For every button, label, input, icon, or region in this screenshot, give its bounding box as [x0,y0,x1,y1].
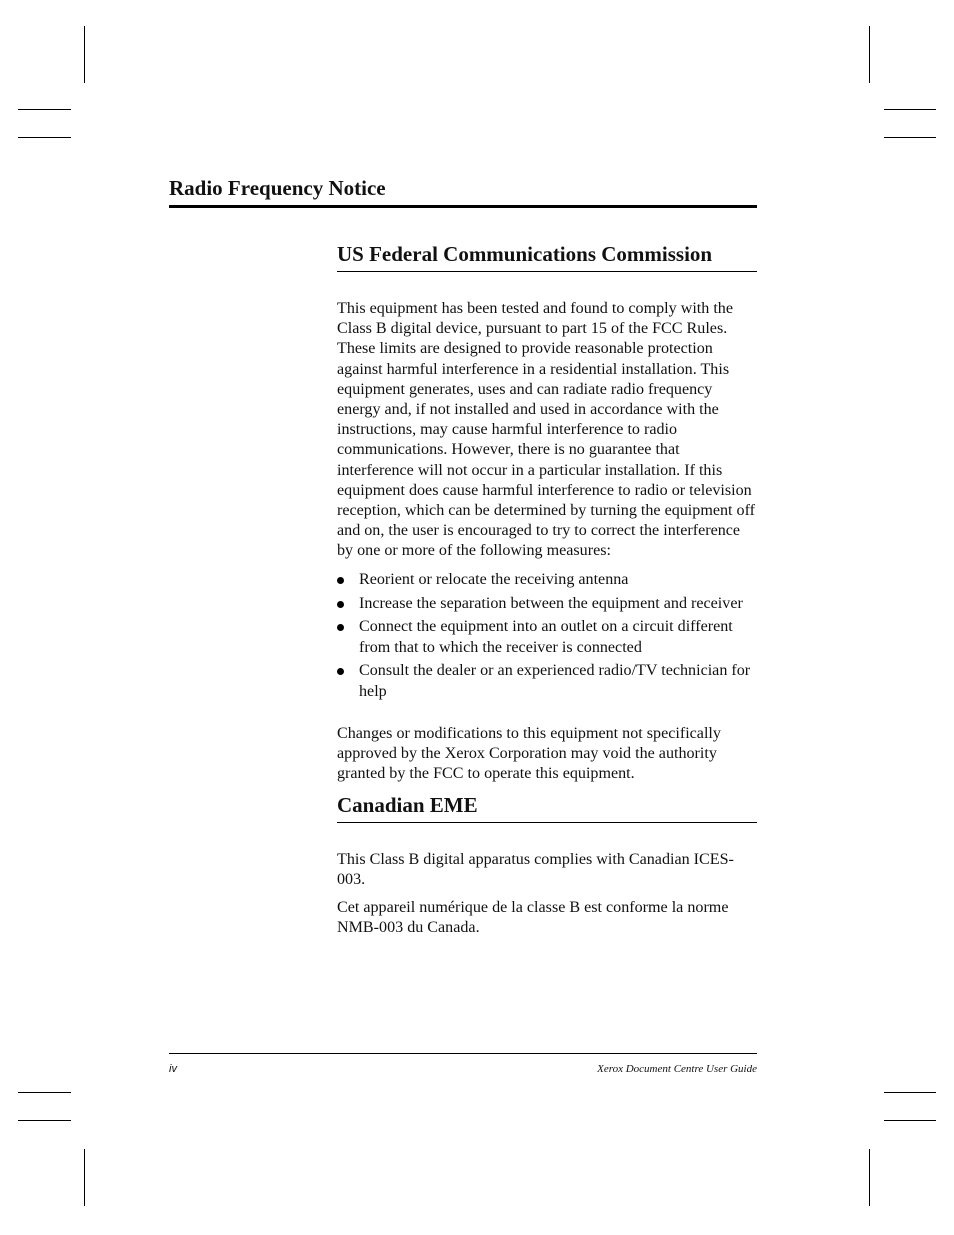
section-heading-fcc: US Federal Communications Commission [337,242,713,266]
list-item [337,617,757,657]
crop-mark [18,109,71,110]
list-item-text: Connect the equipment into an outlet on a circuit different from that to which the receiver is connected [359,618,733,656]
crop-mark [884,137,936,138]
crop-mark [869,26,870,83]
canadian-paragraph-fr: Cet appareil numérique de la classe B est conforme la norme NMB-003 du Canada. [337,899,729,937]
crop-mark [84,1149,85,1206]
crop-mark [884,1092,936,1093]
fcc-measures-list [337,570,757,705]
crop-mark [84,26,85,83]
bullet-icon [337,668,344,675]
bullet-icon [337,624,344,631]
list-item-text: Consult the dealer or an experienced radio/TV technician for help [359,662,751,700]
canadian-paragraph-en: This Class B digital apparatus complies with Canadian ICES-003. [337,851,734,889]
section-rule [337,822,757,823]
list-item [337,570,757,590]
crop-mark [18,1092,71,1093]
crop-mark [884,109,936,110]
crop-mark [18,137,71,138]
page-title: Radio Frequency Notice [169,176,386,200]
running-footer-title: Xerox Document Centre User Guide [597,1063,757,1075]
crop-mark [884,1120,936,1121]
bullet-icon [337,577,344,584]
list-item [337,594,757,614]
fcc-intro-paragraph: This equipment has been tested and found to comply with the Class B digital device, pursuant to part 15 of the FCC Rules. These limits are designed to provide reasonable protection against harmful interference in a residential installation. This equipment generates, uses and can radiate radio frequency energy and, if not installed and used in accordance with the instructions, may cause harmful interference to radio communications. However, there is no guarantee that interference will not occur in a particular installation. If this equipment does cause harmful interference to radio or television reception, which can be determined by turning the equipment off and on, the user is encouraged to try to correct the interference by one or more of the following measures: [337,300,756,560]
page-title-rule [169,205,757,208]
crop-mark [869,1149,870,1206]
bullet-icon [337,601,344,608]
section-heading-canadian: Canadian EME [337,793,478,817]
crop-mark [18,1120,71,1121]
page-number: iv [169,1063,177,1075]
section-rule [337,271,757,272]
list-item-text: Reorient or relocate the receiving antenna [359,571,629,588]
fcc-closing-paragraph: Changes or modifications to this equipment not specifically approved by the Xerox Corporation may void the authority granted by the FCC to operate this equipment. [337,725,721,783]
footer-rule [169,1053,757,1054]
list-item-text: Increase the separation between the equipment and receiver [359,594,743,612]
list-item [337,661,757,701]
